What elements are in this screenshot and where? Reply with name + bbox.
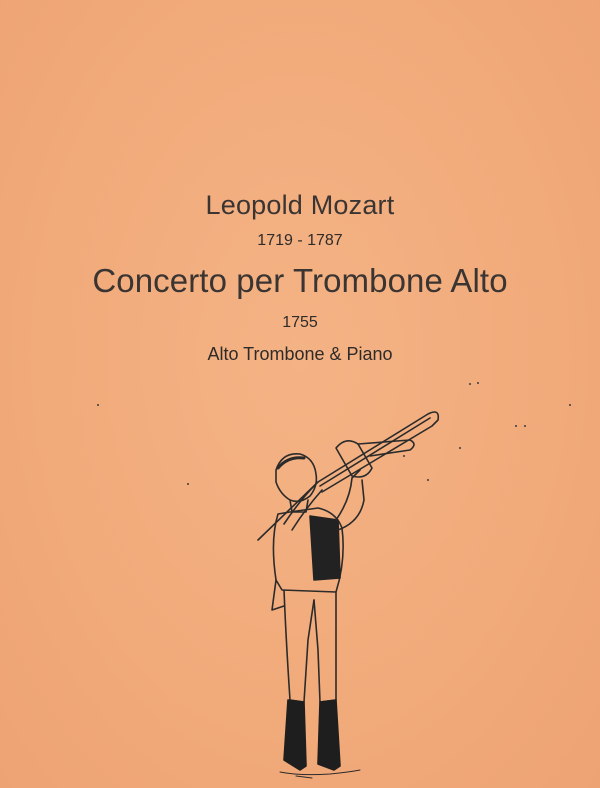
composer-name: Leopold Mozart bbox=[205, 190, 395, 220]
composer-lifespan: 1719 - 1787 bbox=[257, 232, 343, 249]
composition-year: 1755 bbox=[282, 314, 318, 331]
player-legs bbox=[284, 590, 314, 702]
player-head bbox=[276, 454, 316, 502]
instrumentation: Alto Trombone & Piano bbox=[207, 344, 393, 364]
work-title: Concerto per Trombone Alto bbox=[92, 262, 508, 299]
